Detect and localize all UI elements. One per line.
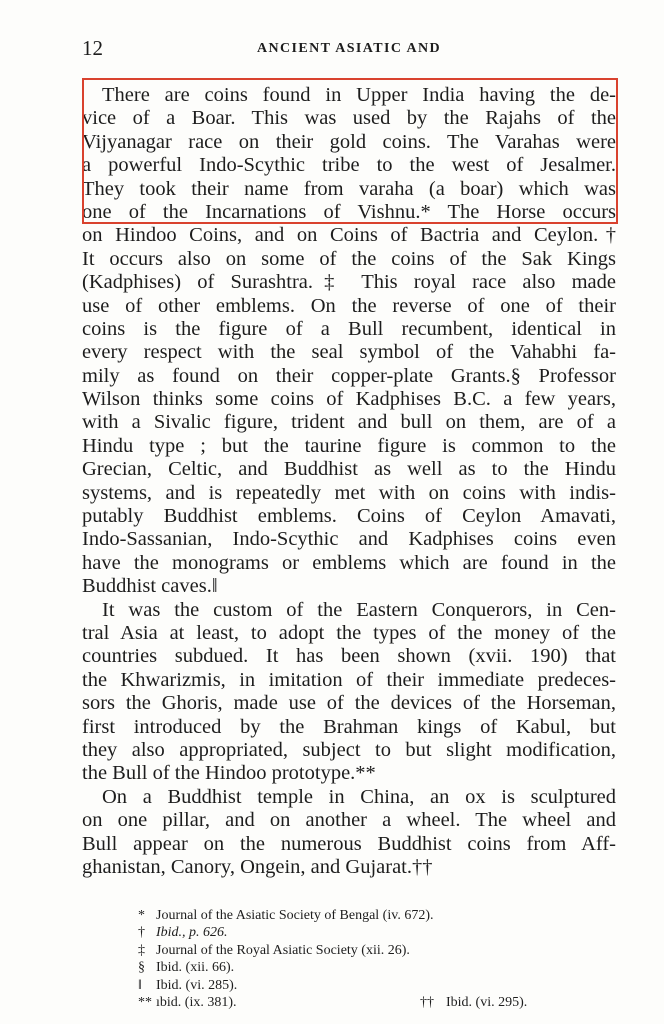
text-line: There are coins found in Upper India having the de-: [102, 84, 616, 106]
text-line: every respect with the seal symbol of the Vahabhi fa-: [82, 341, 616, 364]
footnote-text: Journal of the Asiatic Society of Bengal (iv. 672).: [156, 908, 434, 923]
footnote-mark: **: [138, 994, 152, 1010]
text-line: sors the Ghoris, made use of the devices of the Horseman,: [82, 692, 616, 715]
text-line: the Bull of the Hindoo prototype.**: [82, 762, 376, 785]
text-line: Grecian, Celtic, and Buddhist as well as to the Hindu: [82, 458, 616, 481]
text-line: putably Buddhist emblems. Coins of Ceylon Amavati,: [82, 505, 616, 528]
footnote: [138, 907, 598, 924]
footnote-mark: ‖: [138, 977, 142, 993]
text-line: they also appropriated, subject to but slight modification,: [82, 738, 616, 761]
text-line: ghanistan, Canory, Ongein, and Gujarat.††: [82, 855, 433, 878]
footnote-mark: ††: [420, 994, 434, 1010]
text-line: Bull appear on the numerous Buddhist coins from Aff-: [82, 832, 616, 855]
footnote: [138, 994, 598, 1011]
text-line: On a Buddhist temple in China, an ox is sculptured: [102, 785, 616, 808]
footnote-right: [420, 994, 527, 1011]
footnote: [138, 977, 598, 994]
text-line: Buddhist caves.‖: [82, 575, 218, 598]
text-line: vice of a Boar. This was used by the Rajahs of the: [82, 107, 616, 130]
footnote: [138, 942, 598, 959]
text-line: coins is the figure of a Bull recumbent, identical in: [82, 317, 616, 340]
text-line: Wilson thinks some coins of Kadphises B.C. a few years,: [82, 388, 616, 411]
text-line: the Khwarizmis, in imitation of their immediate predeces-: [82, 668, 616, 691]
text-line: countries subdued. It has been shown (xvii. 190) that: [82, 645, 616, 668]
text-line: (Kadphises) of Surashtra.‡ This royal race also made: [82, 271, 616, 294]
footnote-text: Ibid. (vi. 285).: [156, 977, 238, 993]
footnote-mark: §: [138, 960, 145, 976]
footnote-text: ıbid. (ix. 381).: [156, 994, 237, 1010]
footnote-text: Ibid. (xii. 66).: [156, 960, 235, 976]
text-line: They took their name from varaha (a boar) which was: [82, 177, 616, 200]
footnote-mark: ‡: [138, 942, 145, 958]
text-line: a powerful Indo-Scythic tribe to the west of Jesalmer.: [82, 154, 616, 177]
page-number: 12: [82, 36, 103, 60]
text-line: It occurs also on some of the coins of the Sak Kings: [82, 247, 616, 270]
running-head: ANCIENT ASIATIC AND: [257, 41, 442, 56]
footnotes: [138, 907, 598, 1011]
text-line: one of the Incarnations of Vishnu.* The Horse occurs: [82, 200, 616, 223]
footnote-text: Journal of the Royal Asiatic Society (xii. 26).: [156, 942, 410, 958]
footnote-text: Ibid., p. 626.: [156, 925, 228, 941]
footnote: [138, 924, 598, 941]
text-line: mily as found on their copper-plate Grants.§ Professor: [82, 364, 616, 387]
text-line: systems, and is repeatedly met with on coins with indis-: [82, 481, 616, 504]
body-text: [82, 84, 616, 879]
page-header: [82, 36, 622, 62]
text-line: have the monograms or emblems which are found in the: [82, 551, 616, 574]
footnote-mark: †: [138, 925, 145, 941]
text-line: Hindu type ; but the taurine figure is common to the: [82, 434, 616, 457]
footnote: [138, 959, 598, 976]
text-line: tral Asia at least, to adopt the types of the money of the: [82, 621, 616, 644]
text-line: Indo-Sassanian, Indo-Scythic and Kadphises coins even: [82, 528, 616, 551]
text-line: Vijyanagar race on their gold coins. The Varahas were: [82, 130, 616, 153]
footnote-text: Ibid. (vi. 295).: [446, 994, 528, 1010]
text-line: on Hindoo Coins, and on Coins of Bactria and Ceylon.†: [82, 224, 616, 247]
footnote-mark: *: [138, 908, 145, 923]
text-line: first introduced by the Brahman kings of Kabul, but: [82, 715, 616, 738]
text-line: on one pillar, and on another a wheel. The wheel and: [82, 809, 616, 832]
text-line: with a Sivalic figure, trident and bull on them, are of a: [82, 411, 616, 434]
text-line: It was the custom of the Eastern Conquerors, in Cen-: [102, 598, 616, 621]
text-line: use of other emblems. On the reverse of one of their: [82, 294, 616, 317]
